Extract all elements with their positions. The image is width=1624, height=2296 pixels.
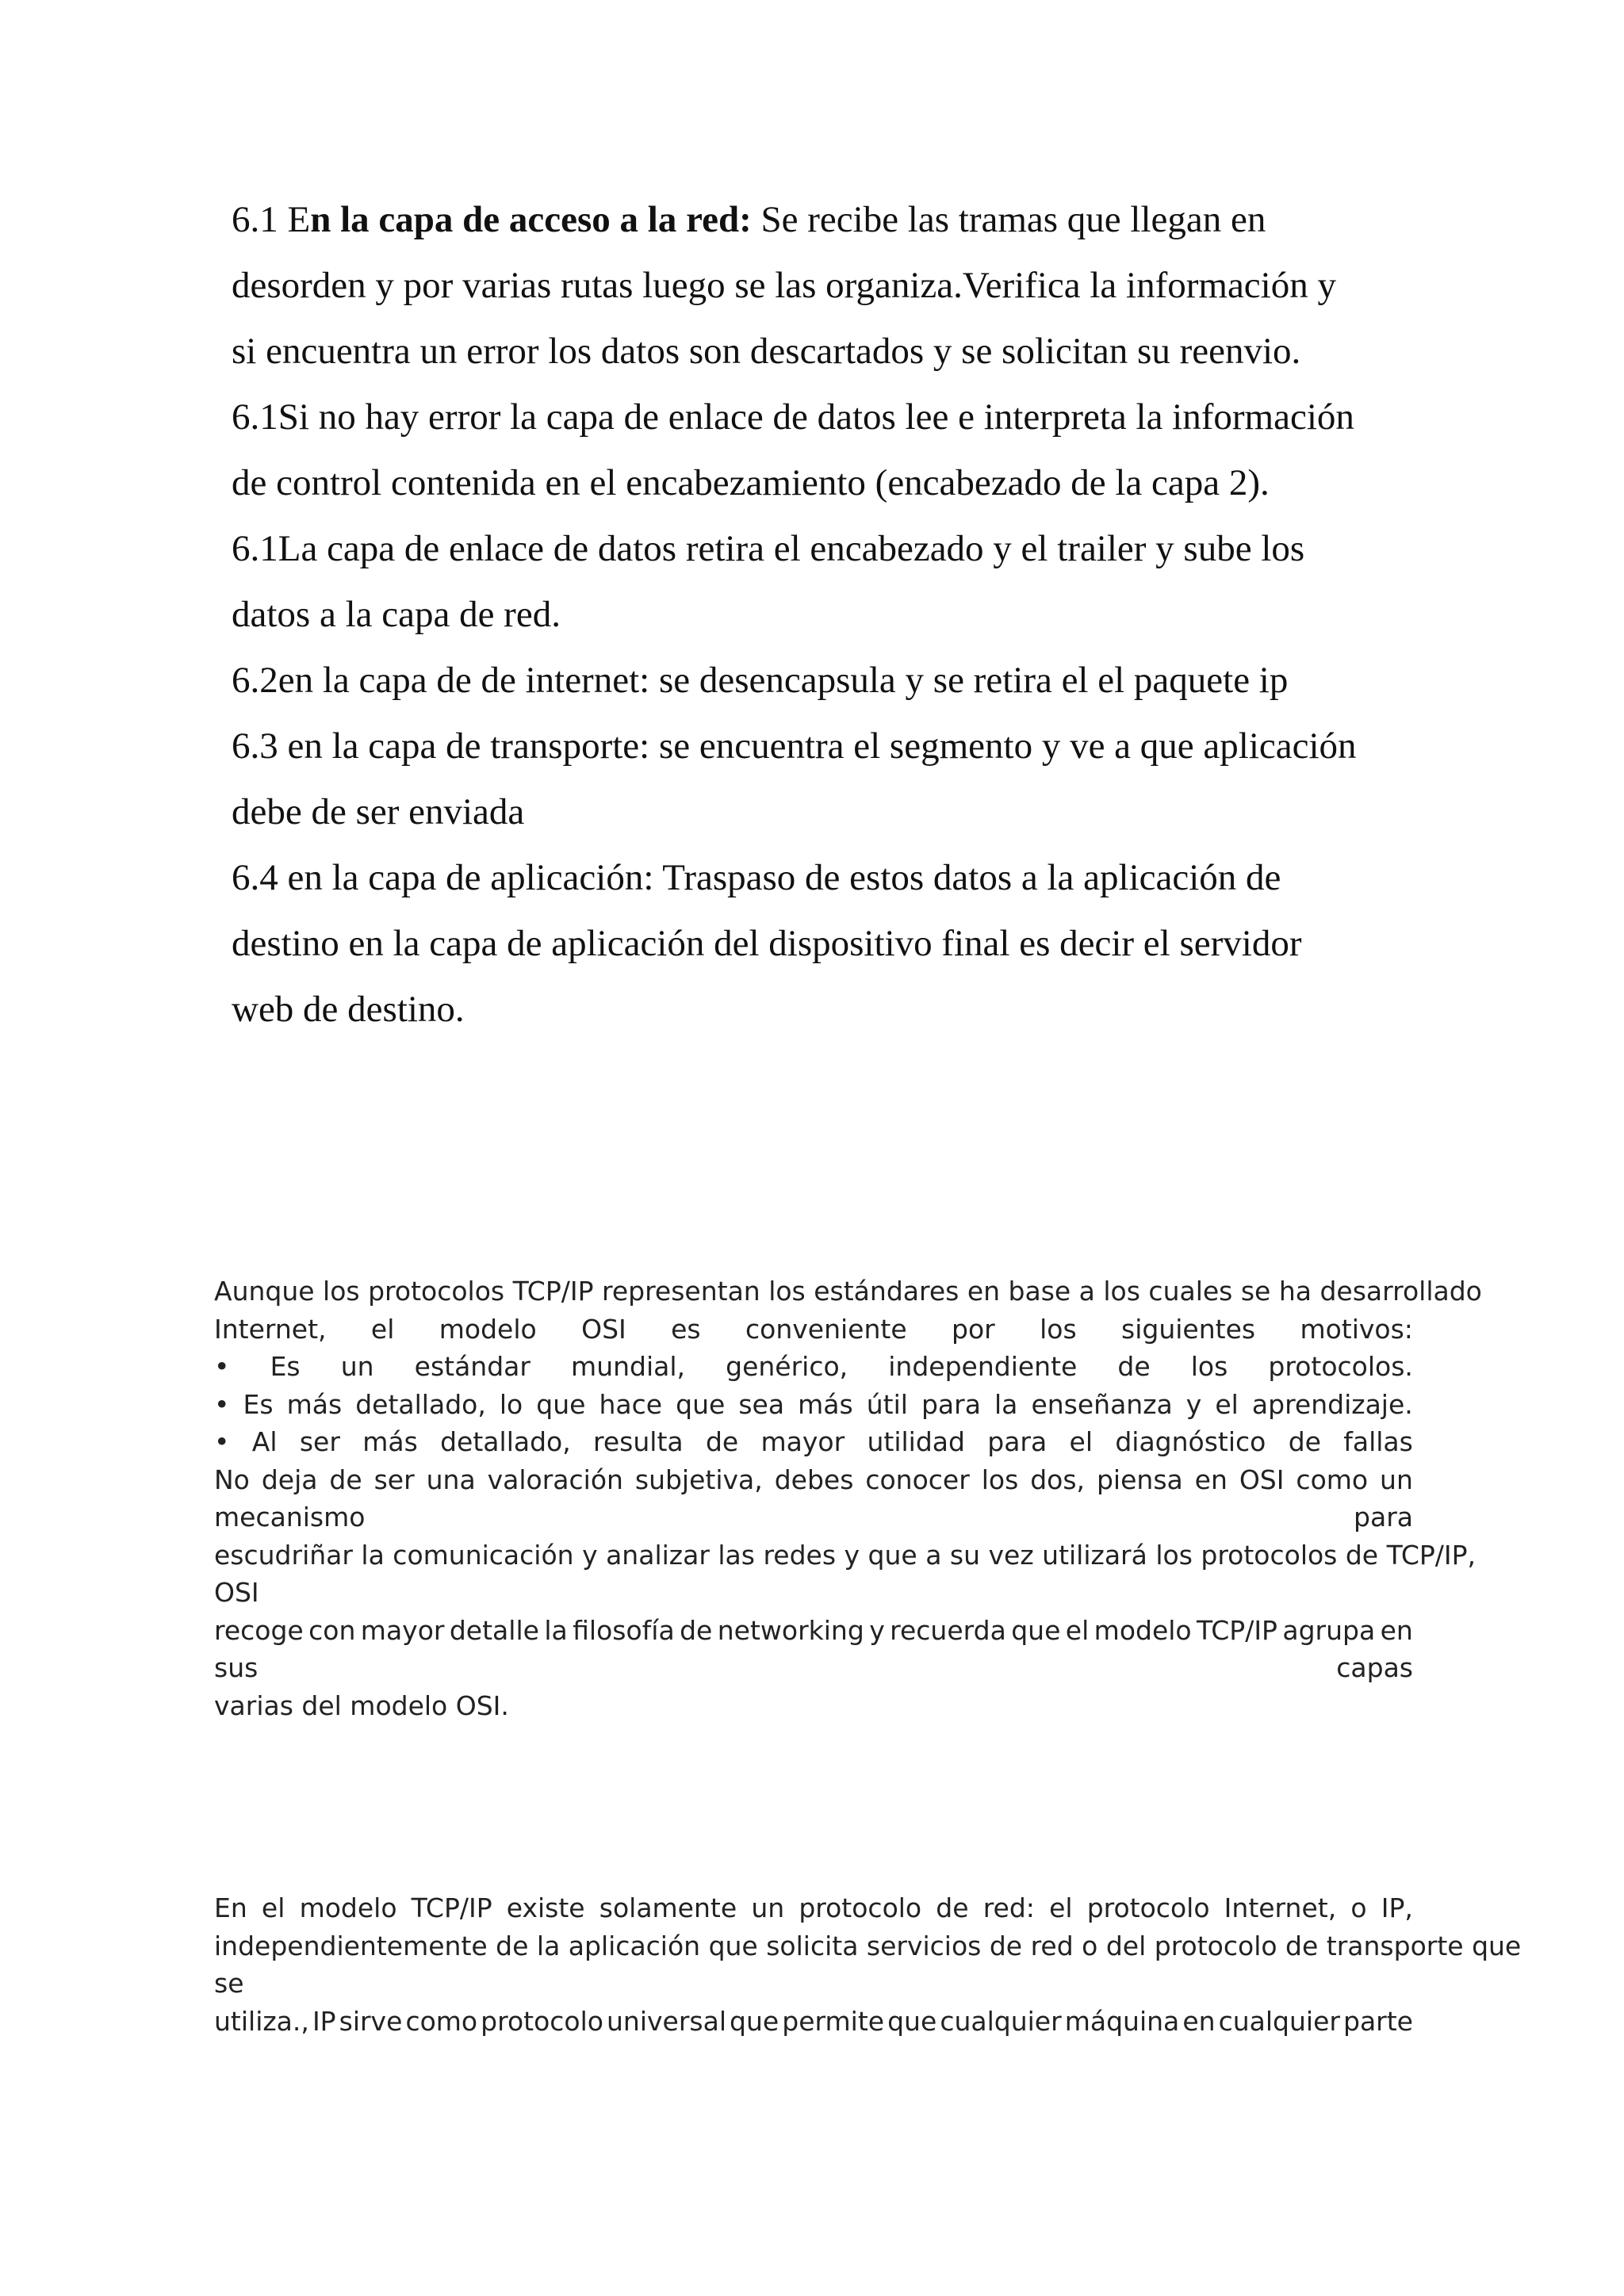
text-line: 6.1Si no hay error la capa de enlace de datos lee e interpreta la información <box>232 396 1354 438</box>
word: protocolo <box>799 1892 922 1923</box>
word: protocolo <box>1086 1892 1210 1923</box>
word: de <box>329 1464 362 1495</box>
word: más <box>362 1426 418 1457</box>
word: enseñanza <box>1031 1388 1173 1420</box>
osi-vs-tcpip-paragraph <box>214 1272 1482 1724</box>
word: mecanismo <box>214 1502 366 1533</box>
word: que <box>1011 1614 1061 1646</box>
word: sirve <box>339 2005 403 2037</box>
word: cualquier <box>940 2005 1062 2037</box>
text-line <box>214 1612 1413 1650</box>
word: TCP/IP <box>411 1892 492 1923</box>
word: detallado, <box>355 1388 486 1420</box>
word: fallas <box>1343 1426 1413 1457</box>
word: de <box>680 1614 713 1646</box>
word: que <box>730 2005 779 2037</box>
word: estándar <box>414 1351 530 1382</box>
text-line: OSI <box>214 1577 259 1608</box>
text-line <box>214 1649 1413 1687</box>
text-line: 6.4 en la capa de aplicación: Traspaso de estos datos a la aplicación de <box>232 857 1281 898</box>
text-line: destino en la capa de aplicación del dispositivo final es decir el servidor <box>232 923 1302 964</box>
word: que <box>887 2005 937 2037</box>
word: Internet, <box>1224 1892 1337 1923</box>
word: dos, <box>1030 1464 1086 1495</box>
ip-protocol-paragraph <box>214 1889 1522 2040</box>
word: detallado, <box>440 1426 571 1457</box>
word: máquina <box>1064 2005 1180 2037</box>
text-line: web de destino. <box>232 989 465 1030</box>
word: deja <box>261 1464 318 1495</box>
word: detalle <box>449 1614 539 1646</box>
bullet-line <box>214 1386 1413 1424</box>
word: conveniente <box>745 1313 907 1345</box>
word: filosofía <box>573 1614 675 1646</box>
word: motivos: <box>1300 1313 1413 1345</box>
word: valoración <box>487 1464 623 1495</box>
word: la <box>994 1388 1018 1420</box>
word: cualquier <box>1218 2005 1340 2037</box>
word: OSI <box>1239 1464 1285 1495</box>
word: piensa <box>1096 1464 1183 1495</box>
word: aprendizaje. <box>1251 1388 1413 1420</box>
word: resulta <box>593 1426 684 1457</box>
text-line <box>214 1498 1413 1536</box>
word: red: <box>982 1892 1035 1923</box>
word: existe <box>506 1892 585 1923</box>
text-line: debe de ser enviada <box>232 791 525 832</box>
word: los <box>1190 1351 1228 1382</box>
word: el <box>370 1313 395 1345</box>
text-line: Aunque los protocolos TCP/IP representan los estándares en base a los cuales se ha desarrollado <box>214 1276 1482 1307</box>
word: • <box>214 1426 230 1457</box>
word: sea <box>738 1388 785 1420</box>
text-line <box>214 1311 1413 1349</box>
word: sus <box>214 1652 259 1683</box>
word: debes <box>774 1464 854 1495</box>
bullet-line <box>214 1348 1413 1386</box>
word: para <box>921 1388 981 1420</box>
text-line: datos a la capa de red. <box>232 594 561 635</box>
word: permite <box>782 2005 885 2037</box>
word: Es <box>270 1351 301 1382</box>
text-line: 6.1La capa de enlace de datos retira el encabezado y el trailer y sube los <box>232 528 1305 569</box>
word: siguientes <box>1121 1313 1256 1345</box>
text-line: 6.2en la capa de de internet: se desencapsula y se retira el el paquete ip <box>232 660 1289 701</box>
word: mundial, <box>571 1351 686 1382</box>
word: más <box>286 1388 343 1420</box>
word: Al <box>251 1426 278 1457</box>
step-6-1-heading-line <box>232 187 1397 253</box>
word: que <box>536 1388 586 1420</box>
network-layer-steps <box>232 187 1397 1043</box>
text-line: desorden y por varias rutas luego se las organiza.Verifica la información y <box>232 265 1336 306</box>
bullet-line <box>214 1423 1413 1461</box>
word: capas <box>1336 1652 1413 1683</box>
word: modelo <box>1094 1614 1192 1646</box>
word: En <box>214 1892 247 1923</box>
word: en <box>1380 1614 1413 1646</box>
word: IP <box>312 2005 336 2037</box>
word: el <box>1065 1614 1090 1646</box>
word: modelo <box>439 1313 537 1345</box>
word: para <box>987 1426 1048 1457</box>
word: modelo <box>299 1892 397 1923</box>
word: mayor <box>760 1426 845 1457</box>
word: en <box>1182 2005 1216 2037</box>
word: el <box>261 1892 285 1923</box>
word: • <box>214 1388 230 1420</box>
word: el <box>1069 1426 1094 1457</box>
word: Es <box>243 1388 274 1420</box>
word: o <box>1350 1892 1367 1923</box>
word: Internet, <box>214 1313 327 1345</box>
step-6-1-heading: 6.1 En la capa de acceso a la red: Se recibe las tramas que llegan en <box>232 199 1266 240</box>
word: que <box>676 1388 726 1420</box>
word: un <box>340 1351 374 1382</box>
word: más <box>798 1388 853 1420</box>
text-line <box>214 2003 1413 2041</box>
word: ser <box>299 1426 340 1457</box>
word: útil <box>866 1388 908 1420</box>
word: independiente <box>888 1351 1078 1382</box>
text-line: independientemente de la aplicación que solicita servicios de red o del protocolo de transporte que <box>214 1930 1522 1961</box>
text-line <box>214 1461 1413 1499</box>
word: universal <box>607 2005 726 2037</box>
text-line <box>214 1889 1413 1927</box>
word: lo <box>499 1388 523 1420</box>
text-line: de control contenida en el encabezamiento (encabezado de la capa 2). <box>232 462 1270 503</box>
word: protocolo <box>481 2005 603 2037</box>
word: de <box>1117 1351 1151 1382</box>
word: de <box>936 1892 969 1923</box>
word: un <box>1380 1464 1413 1495</box>
word: genérico, <box>726 1351 848 1382</box>
word: como <box>405 2005 478 2037</box>
network-access-layer-title: n la capa de acceso a la red: <box>310 199 752 240</box>
word: subjetiva, <box>634 1464 763 1495</box>
word: utilidad <box>867 1426 965 1457</box>
text-line: escudriñar la comunicación y analizar las redes y que a su vez utilizará los protocolos de TCP/IP, <box>214 1539 1477 1571</box>
word: protocolos. <box>1268 1351 1413 1382</box>
word: OSI <box>581 1313 626 1345</box>
word: hace <box>599 1388 663 1420</box>
word: la <box>544 1614 568 1646</box>
word: TCP/IP <box>1197 1614 1277 1646</box>
word: diagnóstico <box>1115 1426 1266 1457</box>
word: para <box>1354 1502 1413 1533</box>
word: los <box>1040 1313 1077 1345</box>
word: como <box>1296 1464 1369 1495</box>
word: ser <box>373 1464 415 1495</box>
word: utiliza., <box>214 2005 309 2037</box>
word: agrupa <box>1282 1614 1376 1646</box>
word: de <box>705 1426 739 1457</box>
word: • <box>214 1351 230 1382</box>
word: el <box>1049 1892 1073 1923</box>
word: el <box>1215 1388 1239 1420</box>
word: con <box>308 1614 356 1646</box>
word: solamente <box>599 1892 737 1923</box>
word: networking <box>717 1614 864 1646</box>
word: IP, <box>1381 1892 1413 1923</box>
word: y <box>869 1614 885 1646</box>
word: recoge <box>214 1614 304 1646</box>
text-line: si encuentra un error los datos son descartados y se solicitan su reenvio. <box>232 331 1301 372</box>
word: en <box>1194 1464 1228 1495</box>
word: los <box>981 1464 1019 1495</box>
word: parte <box>1343 2005 1413 2037</box>
word: es <box>671 1313 701 1345</box>
word: un <box>751 1892 785 1923</box>
text-line: 6.3 en la capa de transporte: se encuentra el segmento y ve a que aplicación <box>232 725 1357 767</box>
word: conocer <box>865 1464 970 1495</box>
word: recuerda <box>890 1614 1006 1646</box>
word: por <box>952 1313 995 1345</box>
word: y <box>1185 1388 1202 1420</box>
word: una <box>426 1464 476 1495</box>
text-line: se <box>214 1968 244 1999</box>
word: mayor <box>360 1614 445 1646</box>
word: de <box>1288 1426 1321 1457</box>
text-line: varias del modelo OSI. <box>214 1689 509 1721</box>
word: No <box>214 1464 250 1495</box>
